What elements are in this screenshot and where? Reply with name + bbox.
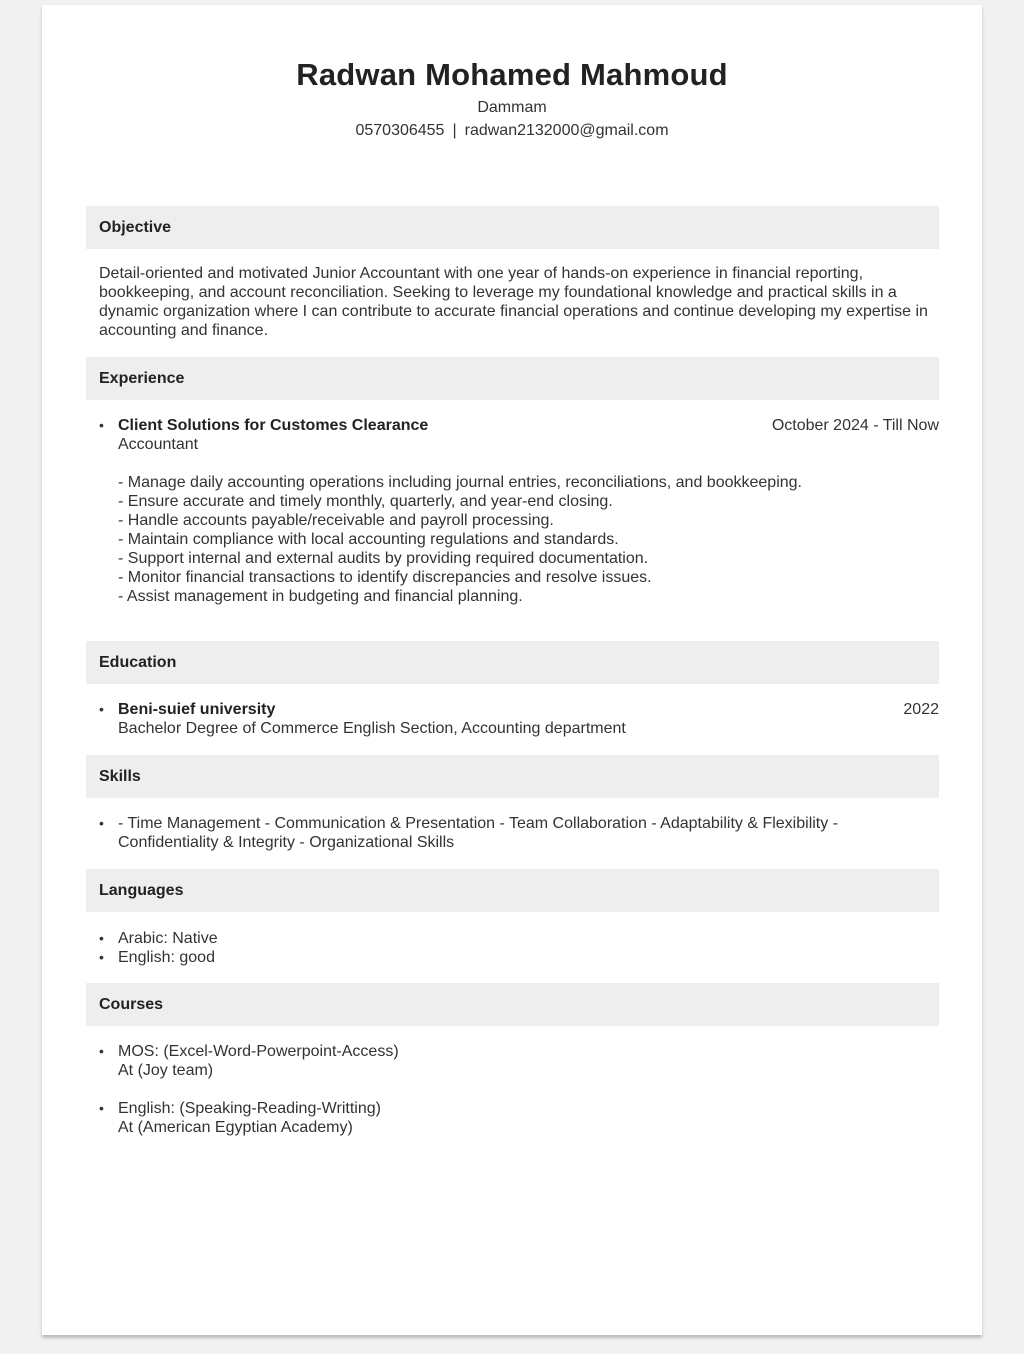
skills-item (86, 814, 939, 852)
course-item (86, 1099, 939, 1137)
bullet: • (99, 930, 104, 946)
bullet: • (99, 1043, 104, 1059)
duty-item: - Ensure accurate and timely monthly, quarterly, and year-end closing. (118, 493, 613, 510)
course-name: MOS: (Excel-Word-Powerpoint-Access) (118, 1043, 399, 1060)
duty-item: - Maintain compliance with local accounting regulations and standards. (118, 531, 619, 548)
candidate-city: Dammam (477, 99, 547, 116)
languages-list (86, 929, 939, 967)
bullet: • (99, 417, 104, 433)
language-text: English: good (118, 949, 215, 966)
contact-line (42, 122, 982, 140)
company-name: Client Solutions for Customes Clearance (118, 417, 429, 434)
contact-separator: | (452, 122, 457, 139)
candidate-name: Radwan Mohamed Mahmoud (296, 57, 728, 92)
duty-item: - Assist management in budgeting and financial planning. (118, 588, 523, 605)
email-address: radwan2132000@gmail.com (464, 122, 669, 139)
section-header-education: Education (86, 641, 939, 684)
course-item (86, 1042, 939, 1080)
course-provider: At (Joy team) (118, 1062, 214, 1079)
language-item (86, 948, 939, 967)
section-header-experience: Experience (86, 357, 939, 400)
duty-item: - Handle accounts payable/receivable and payroll processing. (118, 512, 554, 529)
education-entry (86, 700, 939, 738)
duty-item: - Monitor financial transactions to identify discrepancies and resolve issues. (118, 569, 652, 586)
section-header-courses: Courses (86, 983, 939, 1026)
course-provider: At (American Egyptian Academy) (118, 1119, 353, 1136)
education-item (86, 700, 939, 738)
graduation-year: 2022 (903, 701, 939, 718)
experience-entry (86, 416, 939, 606)
courses-list (86, 1042, 939, 1137)
section-header-objective: Objective (86, 206, 939, 249)
objective-text: Detail-oriented and motivated Junior Accountant with one year of hands-on experience in financial reporting, bookkeeping, and account reconciliation. Seeking to leverage my foundational knowledge and practical skills in a dynamic organization where I can contribute to accurate financial operations and continue developing my expertise in accounting and finance. (99, 265, 928, 339)
experience-head (118, 416, 939, 435)
bullet: • (99, 701, 104, 717)
section-header-skills: Skills (86, 755, 939, 798)
experience-item (86, 416, 939, 606)
bullet: • (99, 1100, 104, 1116)
bullet: • (99, 815, 104, 831)
duty-list (118, 473, 939, 606)
resume-header (42, 5, 982, 140)
course-name: English: (Speaking-Reading-Writting) (118, 1100, 381, 1117)
experience-dates: October 2024 - Till Now (771, 417, 939, 434)
phone-number: 0570306455 (355, 122, 445, 139)
language-item (86, 929, 939, 948)
duty-item: - Manage daily accounting operations including journal entries, reconciliations, and bookkeeping. (118, 474, 802, 491)
job-role: Accountant (118, 436, 199, 453)
skills-text: - Time Management - Communication & Presentation - Team Collaboration - Adaptability & Flexibility - Confidentiality & Integrity - Organizational Skills (118, 815, 839, 851)
education-head (118, 700, 939, 719)
skills-entry (86, 814, 939, 852)
degree-name: Bachelor Degree of Commerce English Section, Accounting department (118, 720, 626, 737)
bullet: • (99, 949, 104, 965)
school-name: Beni-suief university (118, 701, 276, 718)
language-text: Arabic: Native (118, 930, 218, 947)
section-header-languages: Languages (86, 869, 939, 912)
resume-page (42, 5, 982, 1335)
duty-item: - Support internal and external audits by providing required documentation. (118, 550, 649, 567)
